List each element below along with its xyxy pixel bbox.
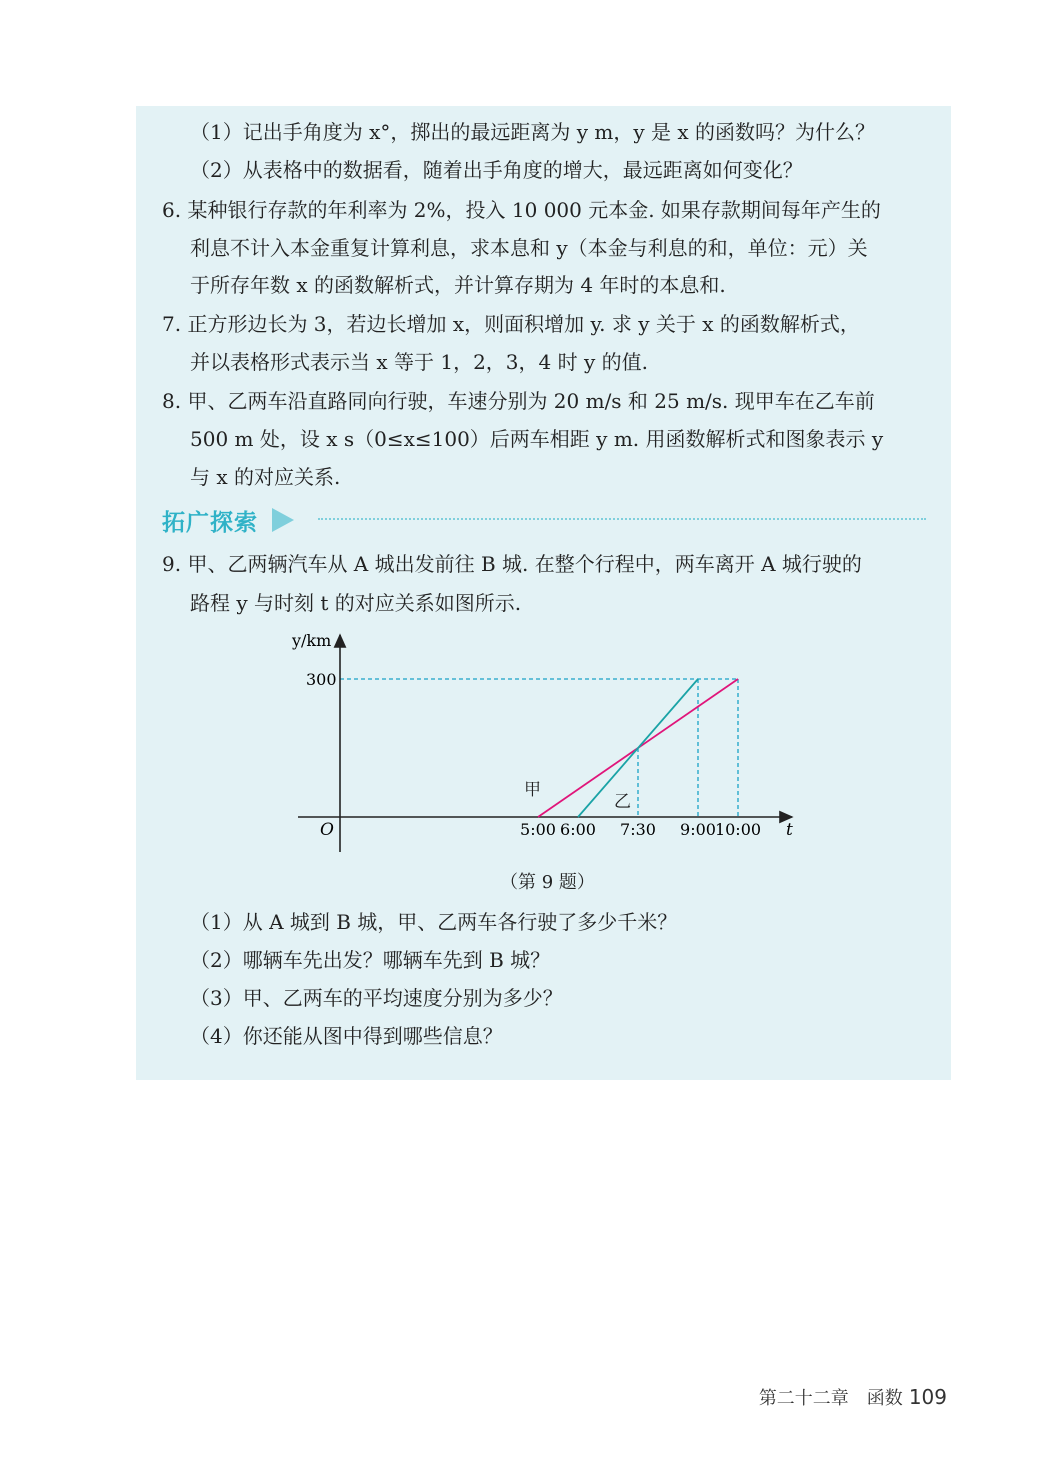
y-axis-label: y/km (292, 631, 332, 650)
page-number: 109 (908, 1385, 947, 1409)
triangle-arrow-icon (272, 508, 294, 532)
problem5-question1: （1）记出手角度为 x°，掷出的最远距离为 y m，y 是 x 的函数吗？为什么？ (190, 120, 875, 144)
series-label: 甲 (524, 780, 541, 800)
x-tick-label: 10:00 (714, 820, 762, 839)
problem8-line2: 500 m 处，设 x s（0≤x≤100）后两车相距 y m. 用函数解析式和图象表示 y (190, 427, 884, 451)
problem9-question2: （2）哪辆车先出发？哪辆车先到 B 城？ (190, 948, 551, 972)
problem6-line2: 利息不计入本金重复计算利息，求本息和 y（本金与利息的和，单位：元）关 (190, 236, 868, 260)
section-title: 拓广探索 (162, 509, 258, 536)
problem6-line3: 于所存年数 x 的函数解析式，并计算存期为 4 年时的本息和. (190, 273, 726, 297)
page-footer (759, 1384, 947, 1410)
x-tick-label: 7:30 (620, 820, 656, 839)
distance-time-chart (280, 620, 810, 860)
x-tick-label: 9:00 (680, 820, 716, 839)
section-divider (318, 518, 926, 520)
problem8-line1: 8. 甲、乙两车沿直路同向行驶，车速分别为 20 m/s 和 25 m/s. 现甲车在乙车前 (162, 389, 875, 413)
series-label: 乙 (614, 792, 631, 812)
problem7-line1: 7. 正方形边长为 3，若边长增加 x，则面积增加 y. 求 y 关于 x 的函数解析式， (162, 312, 860, 336)
chapter-title: 第二十二章 函数 (758, 1388, 903, 1409)
problem7-line2: 并以表格形式表示当 x 等于 1，2，3，4 时 y 的值. (190, 350, 648, 374)
problem9-line1: 9. 甲、乙两辆汽车从 A 城出发前往 B 城. 在整个行程中，两车离开 A 城行驶的 (162, 552, 862, 576)
problem5-question2: （2）从表格中的数据看，随着出手角度的增大，最远距离如何变化？ (190, 158, 803, 182)
section-header (162, 503, 294, 537)
problem9-question3: （3）甲、乙两车的平均速度分别为多少？ (190, 986, 563, 1010)
problem9-line2: 路程 y 与时刻 t 的对应关系如图所示. (190, 591, 522, 615)
x-tick-label: 6:00 (560, 820, 596, 839)
y-tick-label: 300 (306, 670, 337, 689)
series-line-yi (578, 679, 698, 817)
problem6-line1: 6. 某种银行存款的年利率为 2%，投入 10 000 元本金. 如果存款期间每年产生的 (162, 198, 881, 222)
figure-caption: （第 9 题） (500, 872, 595, 893)
problem9-question1: （1）从 A 城到 B 城，甲、乙两车各行驶了多少千米？ (190, 910, 678, 934)
origin-label: O (320, 820, 334, 840)
problem8-line3: 与 x 的对应关系. (190, 465, 341, 489)
x-axis-label: t (786, 820, 793, 840)
x-tick-label: 5:00 (520, 820, 556, 839)
problem9-question4: （4）你还能从图中得到哪些信息？ (190, 1024, 503, 1048)
